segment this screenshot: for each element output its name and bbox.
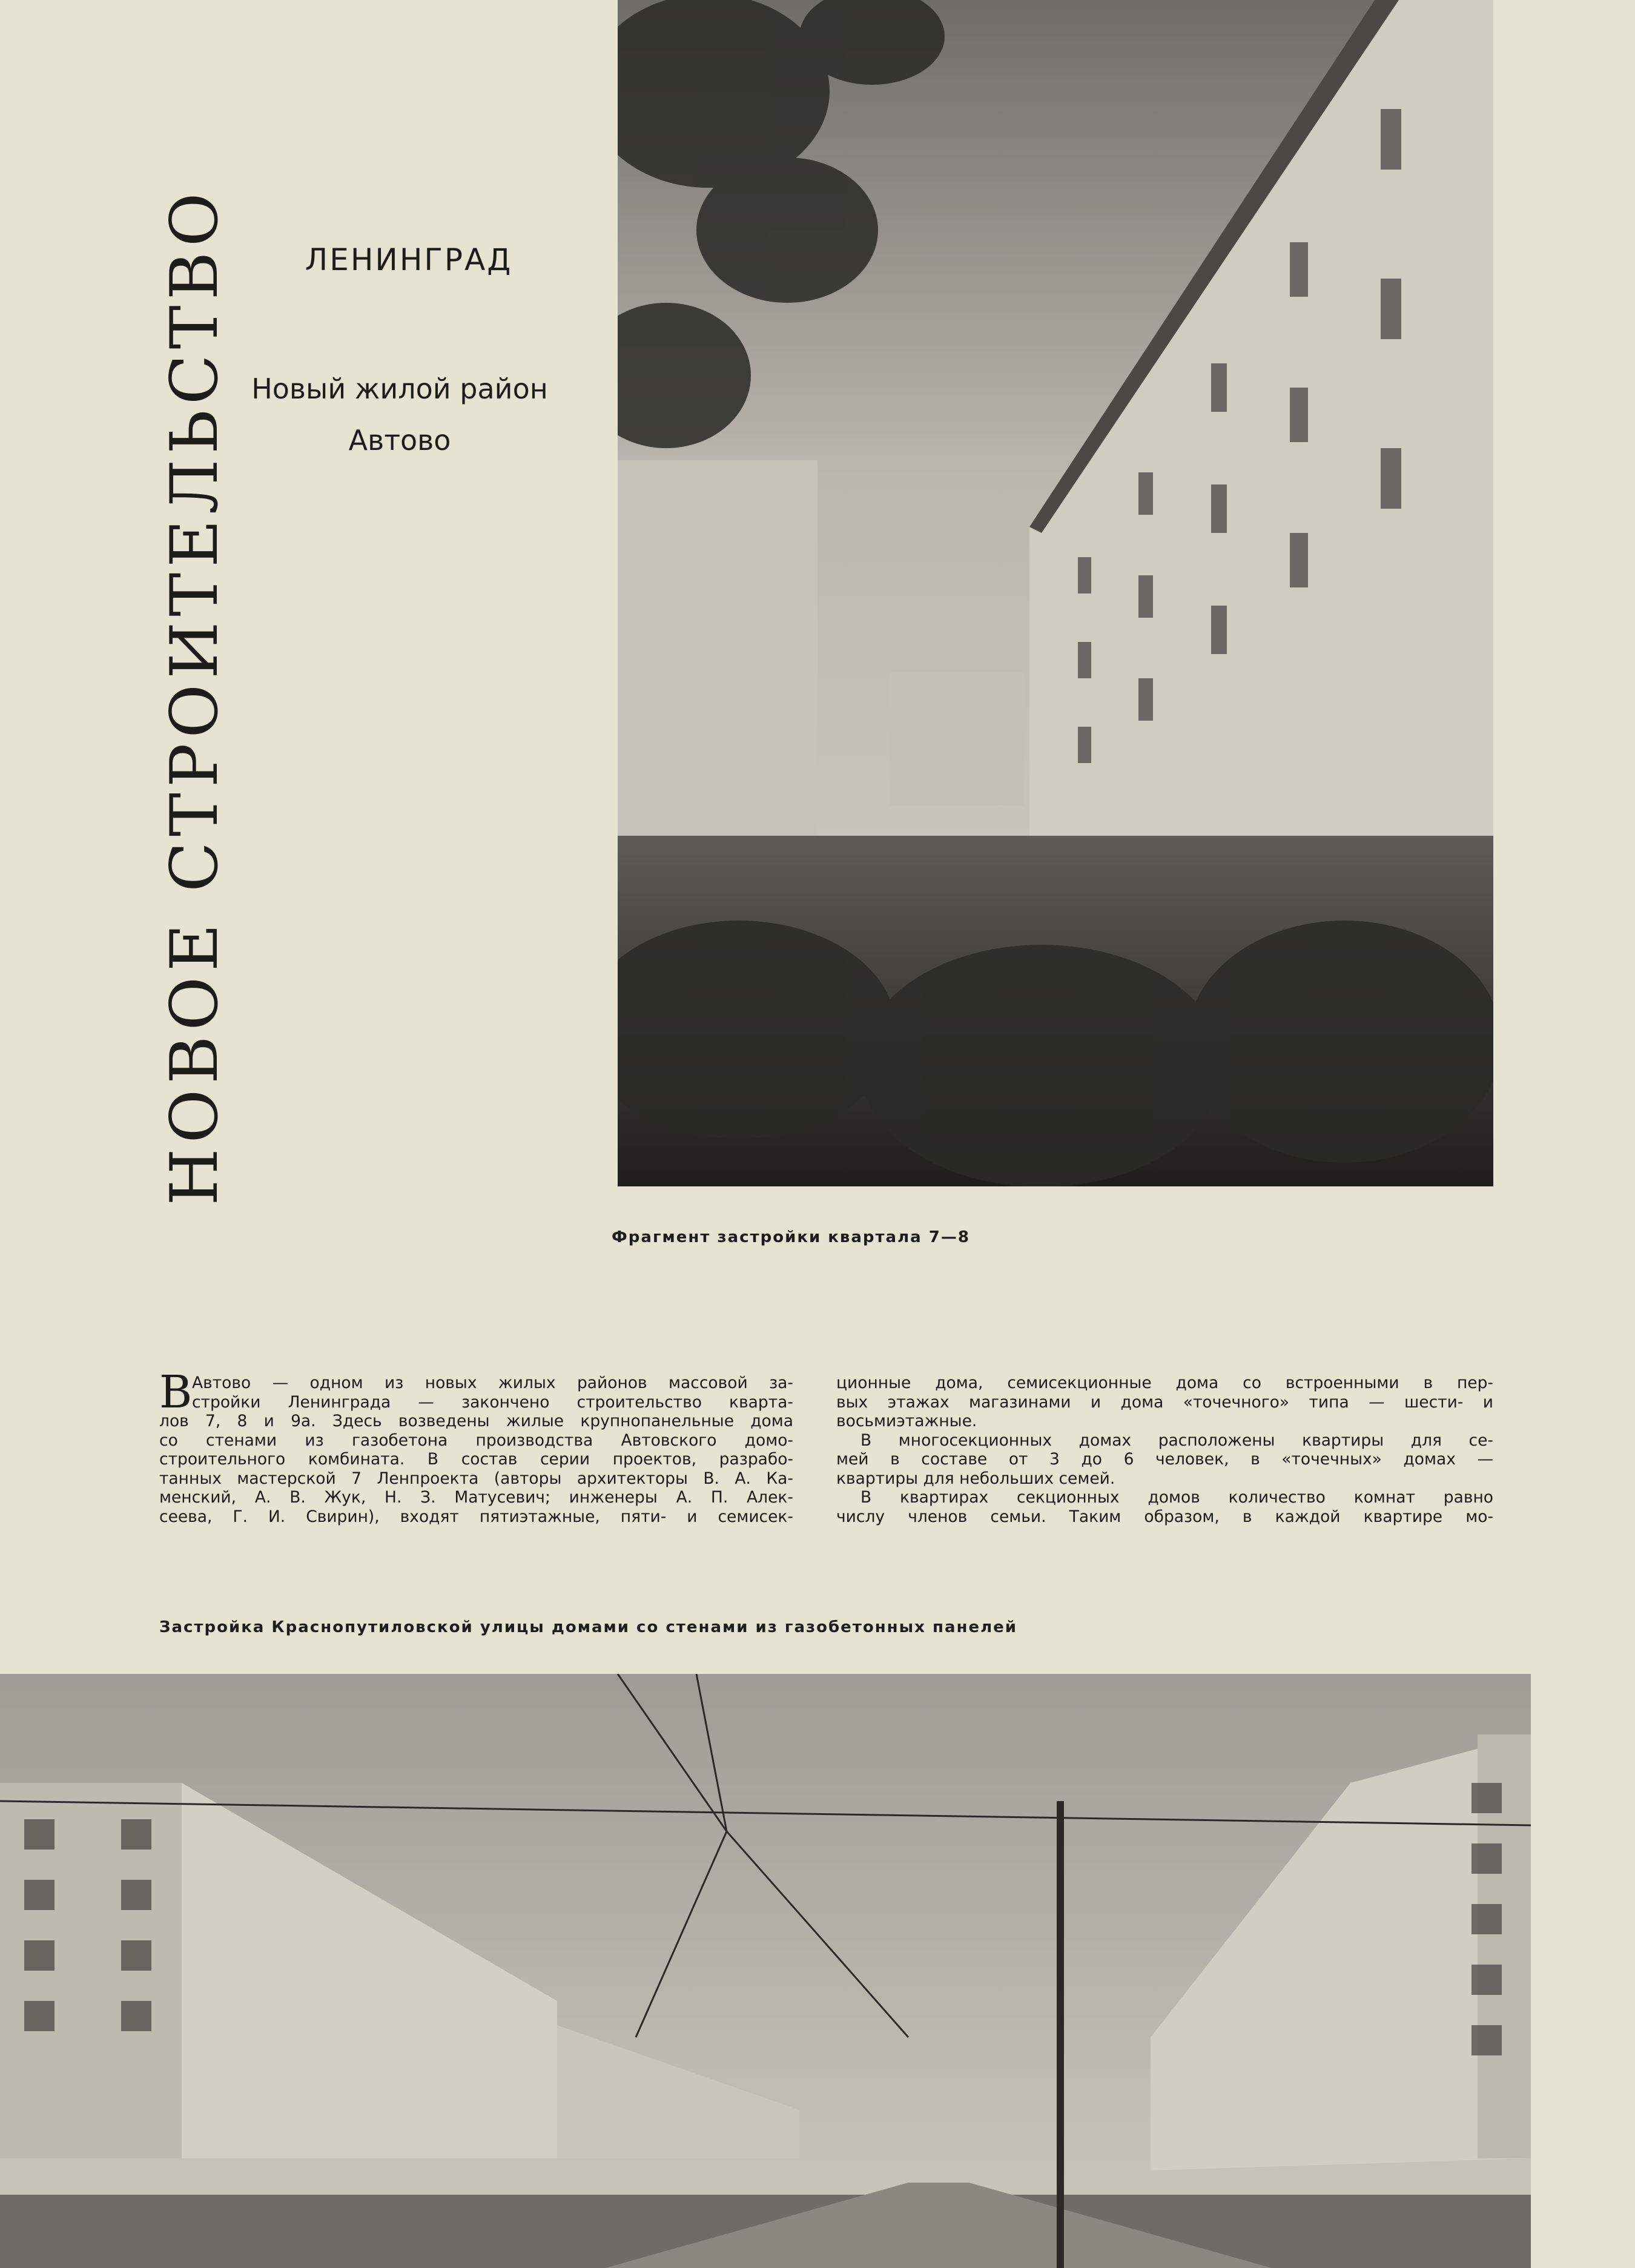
article-left-column (159, 1374, 793, 1526)
text-line: В многосекционных домах расположены квартиры для се- (860, 1430, 1493, 1450)
subtitle-line-2: Автово (348, 424, 451, 457)
text-line: В квартирах секционных домов количество комнат равно (860, 1488, 1493, 1507)
drop-cap: В (159, 1366, 193, 1418)
text-line: менский, А. В. Жук, Н. З. Матусевич; инженеры А. П. Алек- (159, 1488, 793, 1507)
photo-quarter-buildings (618, 0, 1493, 1186)
text-line: вых этажах магазинами и дома «точечного» типа — шести- и (836, 1392, 1493, 1412)
text-line: Автово — одном из новых жилых районов массовой за- (192, 1374, 793, 1392)
city-heading: ЛЕНИНГРАД (305, 242, 513, 277)
text-line: мей в составе от 3 до 6 человек, в «точечных» домах — (836, 1450, 1493, 1469)
text-line: танных мастерской 7 Ленпроекта (авторы архитекторы В. А. Ка- (159, 1469, 793, 1488)
bottom-photo-caption: Застройка Краснопутиловской улицы домами со стенами из газобетонных панелей (159, 1618, 1017, 1636)
text-line: строительного комбината. В состав серии проектов, разрабо- (159, 1450, 793, 1469)
text-line: стройки Ленинграда — закончено строительство кварта- (192, 1392, 793, 1412)
text-line: со стенами из газобетона производства Автовского домо- (159, 1430, 793, 1450)
text-line: лов 7, 8 и 9а. Здесь возведены жилые крупнопанельные дома (159, 1412, 793, 1430)
top-photo-caption: Фрагмент застройки квартала 7—8 (612, 1228, 970, 1246)
text-line: квартиры для небольших семей. (836, 1469, 1115, 1488)
photo-krasnoputilovskaya-street (0, 1674, 1531, 2268)
article-right-column (836, 1374, 1493, 1526)
section-title: НОВОЕ СТРОИТЕЛЬСТВО (157, 187, 233, 1206)
text-line: числу членов семьи. Таким образом, в каждой квартире мо- (836, 1507, 1493, 1526)
text-line: сеева, Г. И. Свирин), входят пятиэтажные, пяти- и семисек- (159, 1507, 793, 1526)
text-line: восьмиэтажные. (836, 1412, 977, 1430)
text-line: ционные дома, семисекционные дома со встроенными в пер- (836, 1374, 1493, 1392)
subtitle-line-1: Новый жилой район (251, 372, 548, 405)
